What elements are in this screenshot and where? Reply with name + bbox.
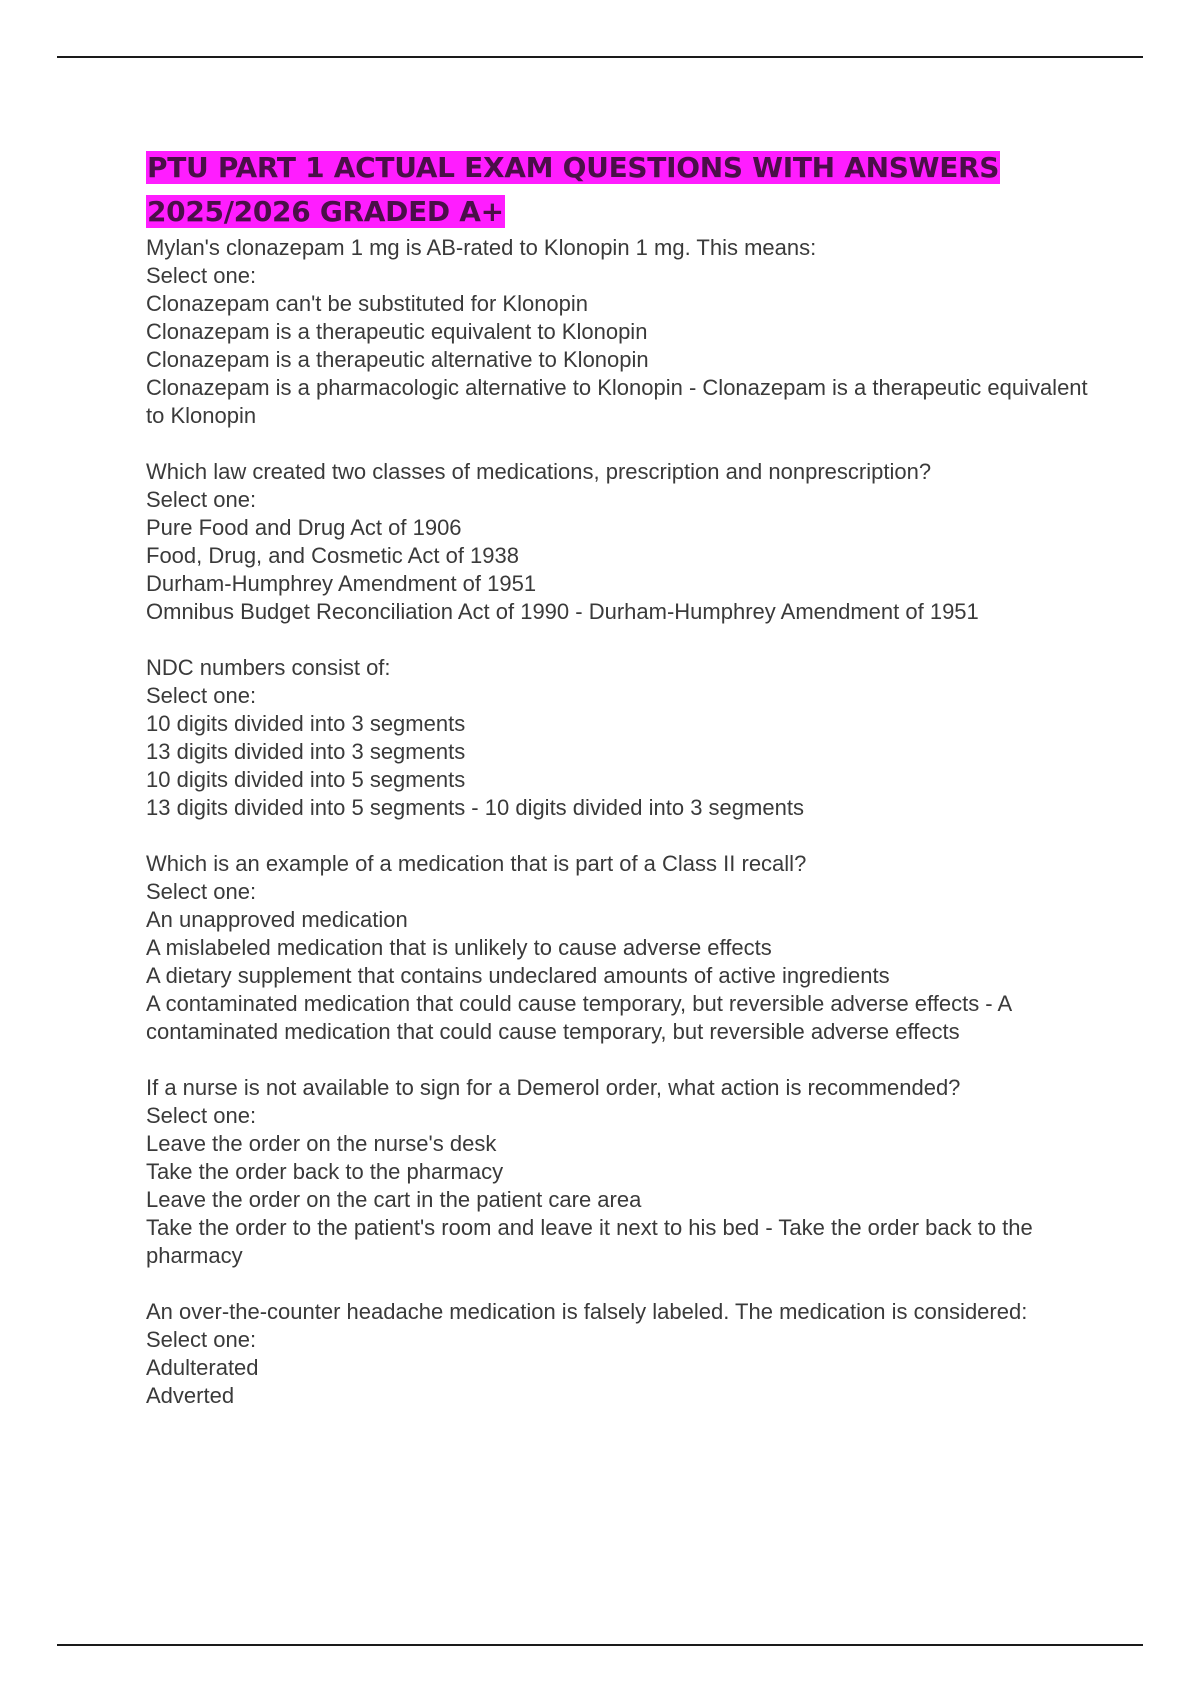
question-text: Which is an example of a medication that is part of a Class II recall? [146,851,807,876]
answer-option: A mislabeled medication that is unlikely to cause adverse effects [146,935,772,960]
select-prompt: Select one: [146,879,257,904]
select-prompt: Select one: [146,1103,257,1128]
answer-option: An unapproved medication [146,907,408,932]
document-body [146,146,1096,1438]
question-text: An over-the-counter headache medication is falsely labeled. The medication is considered: [146,1299,1028,1324]
question-text: If a nurse is not available to sign for a Demerol order, what action is recommended? [146,1075,961,1100]
question-block [146,458,1096,626]
answer-option: Adulterated [146,1355,259,1380]
answer-option: Clonazepam is a therapeutic alternative to Klonopin [146,347,649,372]
question-block [146,1074,1096,1270]
answer-option: 13 digits divided into 3 segments [146,739,466,764]
question-text: Mylan's clonazepam 1 mg is AB-rated to Klonopin 1 mg. This means: [146,235,817,260]
answer-option: Clonazepam can't be substituted for Klonopin [146,291,589,316]
document-title [146,146,1096,234]
answer-option: A contaminated medication that could cause temporary, but reversible adverse effects - A contaminated medication that could cause temporary, but reversible adverse effects [146,991,1011,1044]
top-rule [57,56,1143,58]
select-prompt: Select one: [146,263,257,288]
select-prompt: Select one: [146,1327,257,1352]
question-block [146,1298,1096,1410]
answer-option: Clonazepam is a therapeutic equivalent to Klonopin [146,319,648,344]
answer-option: Omnibus Budget Reconciliation Act of 1990 - Durham-Humphrey Amendment of 1951 [146,599,979,624]
select-prompt: Select one: [146,487,257,512]
answer-option: Durham-Humphrey Amendment of 1951 [146,571,537,596]
answer-option: Leave the order on the cart in the patient care area [146,1187,642,1212]
answer-option: 10 digits divided into 3 segments [146,711,466,736]
answer-option: 10 digits divided into 5 segments [146,767,466,792]
answer-option: 13 digits divided into 5 segments - 10 digits divided into 3 segments [146,795,804,820]
question-block [146,234,1096,430]
answer-option: Leave the order on the nurse's desk [146,1131,497,1156]
question-block [146,654,1096,822]
answer-option: Clonazepam is a pharmacologic alternative to Klonopin - Clonazepam is a therapeutic equivalent to Klonopin [146,375,1088,428]
answer-option: Take the order back to the pharmacy [146,1159,504,1184]
title-highlight: PTU PART 1 ACTUAL EXAM QUESTIONS WITH ANSWERS 2025/2026 GRADED A+ [147,151,1000,228]
answer-option: Adverted [146,1383,235,1408]
answer-option: Take the order to the patient's room and leave it next to his bed - Take the order back to the pharmacy [146,1215,1033,1268]
answer-option: Pure Food and Drug Act of 1906 [146,515,462,540]
question-text: NDC numbers consist of: [146,655,391,680]
answer-option: A dietary supplement that contains undeclared amounts of active ingredients [146,963,890,988]
select-prompt: Select one: [146,683,257,708]
question-text: Which law created two classes of medications, prescription and nonprescription? [146,459,932,484]
question-block [146,850,1096,1046]
bottom-rule [57,1644,1143,1646]
answer-option: Food, Drug, and Cosmetic Act of 1938 [146,543,519,568]
